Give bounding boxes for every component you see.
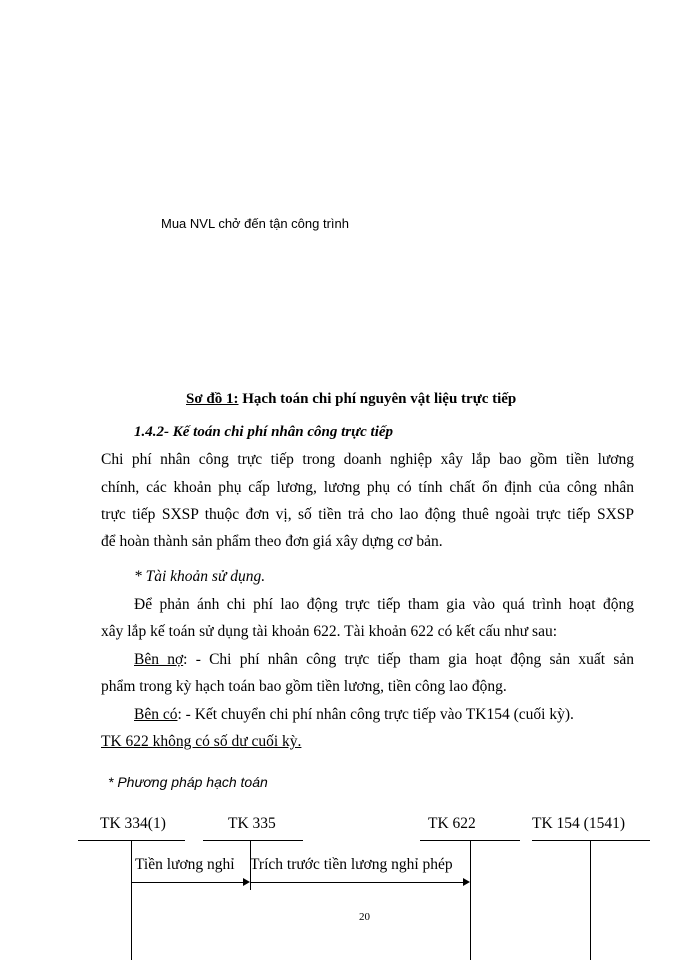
page-number: 20 [359,911,370,923]
flow-arrow-line [250,882,463,883]
paragraph2-line: Để phản ánh chi phí lao động trực tiếp tham gia vào quá trình hoạt động [134,596,634,613]
debit-line [134,651,634,669]
account-used-heading: * Tài khoản sử dụng. [134,568,266,585]
no-balance-note: TK 622 không có số dư cuối kỳ. [101,733,302,750]
t-account-vline [131,840,132,960]
paragraph1-line: chính, các khoản phụ cấp lương, lương phụ có tính chất ổn định của công nhân [101,479,634,496]
arrow-head-icon [243,878,250,886]
paragraph1-line: trực tiếp SXSP thuộc đơn vị, số tiền trả cho lao động thuê ngoài trực tiếp SXSP [101,506,634,523]
t-account-line [203,840,303,841]
account-label: TK 154 (1541) [532,815,625,832]
arrow-head-icon [463,878,470,886]
flow-arrow-line [131,882,243,883]
t-account-line [532,840,650,841]
account-label: TK 334(1) [100,815,166,832]
credit-line [134,706,574,724]
debit-label: Bên nợ [134,651,184,668]
paragraph2-line: xây lắp kế toán sử dụng tài khoản 622. Tài khoản 622 có kết cấu như sau: [101,623,558,640]
method-heading: * Phương pháp hạch toán [108,774,268,790]
debit-text: : - Chi phí nhân công trực tiếp tham gia hoạt động sản xuất sản [183,651,634,668]
flow-label: Trích trước tiền lương nghỉ phép [250,856,453,873]
credit-label: Bên có [134,706,178,723]
t-account-vline [470,840,471,960]
debit-line2: phẩm trong kỳ hạch toán bao gồm tiền lương, tiền công lao động. [101,678,507,695]
diagram-title-text: Hạch toán chi phí nguyên vật liệu trực tiếp [238,391,517,407]
flow-label: Tiền lương nghỉ [135,856,235,873]
section-heading: 1.4.2- Kế toán chi phí nhân công trực tiếp [134,424,394,440]
credit-text: : - Kết chuyển chi phí nhân công trực tiếp vào TK154 (cuối kỳ). [177,706,574,723]
account-label: TK 622 [428,815,476,832]
t-account-vline [590,840,591,960]
paragraph1-line: Chi phí nhân công trực tiếp trong doanh nghiệp xây lắp bao gồm tiền lương [101,451,634,468]
top-caption: Mua NVL chở đến tận công trình [161,216,349,231]
paragraph1-line: để hoàn thành sản phẩm theo đơn giá xây dựng cơ bản. [101,533,443,550]
diagram-title [186,391,516,408]
account-label: TK 335 [228,815,276,832]
diagram-title-label: Sơ đồ 1: [186,391,239,407]
